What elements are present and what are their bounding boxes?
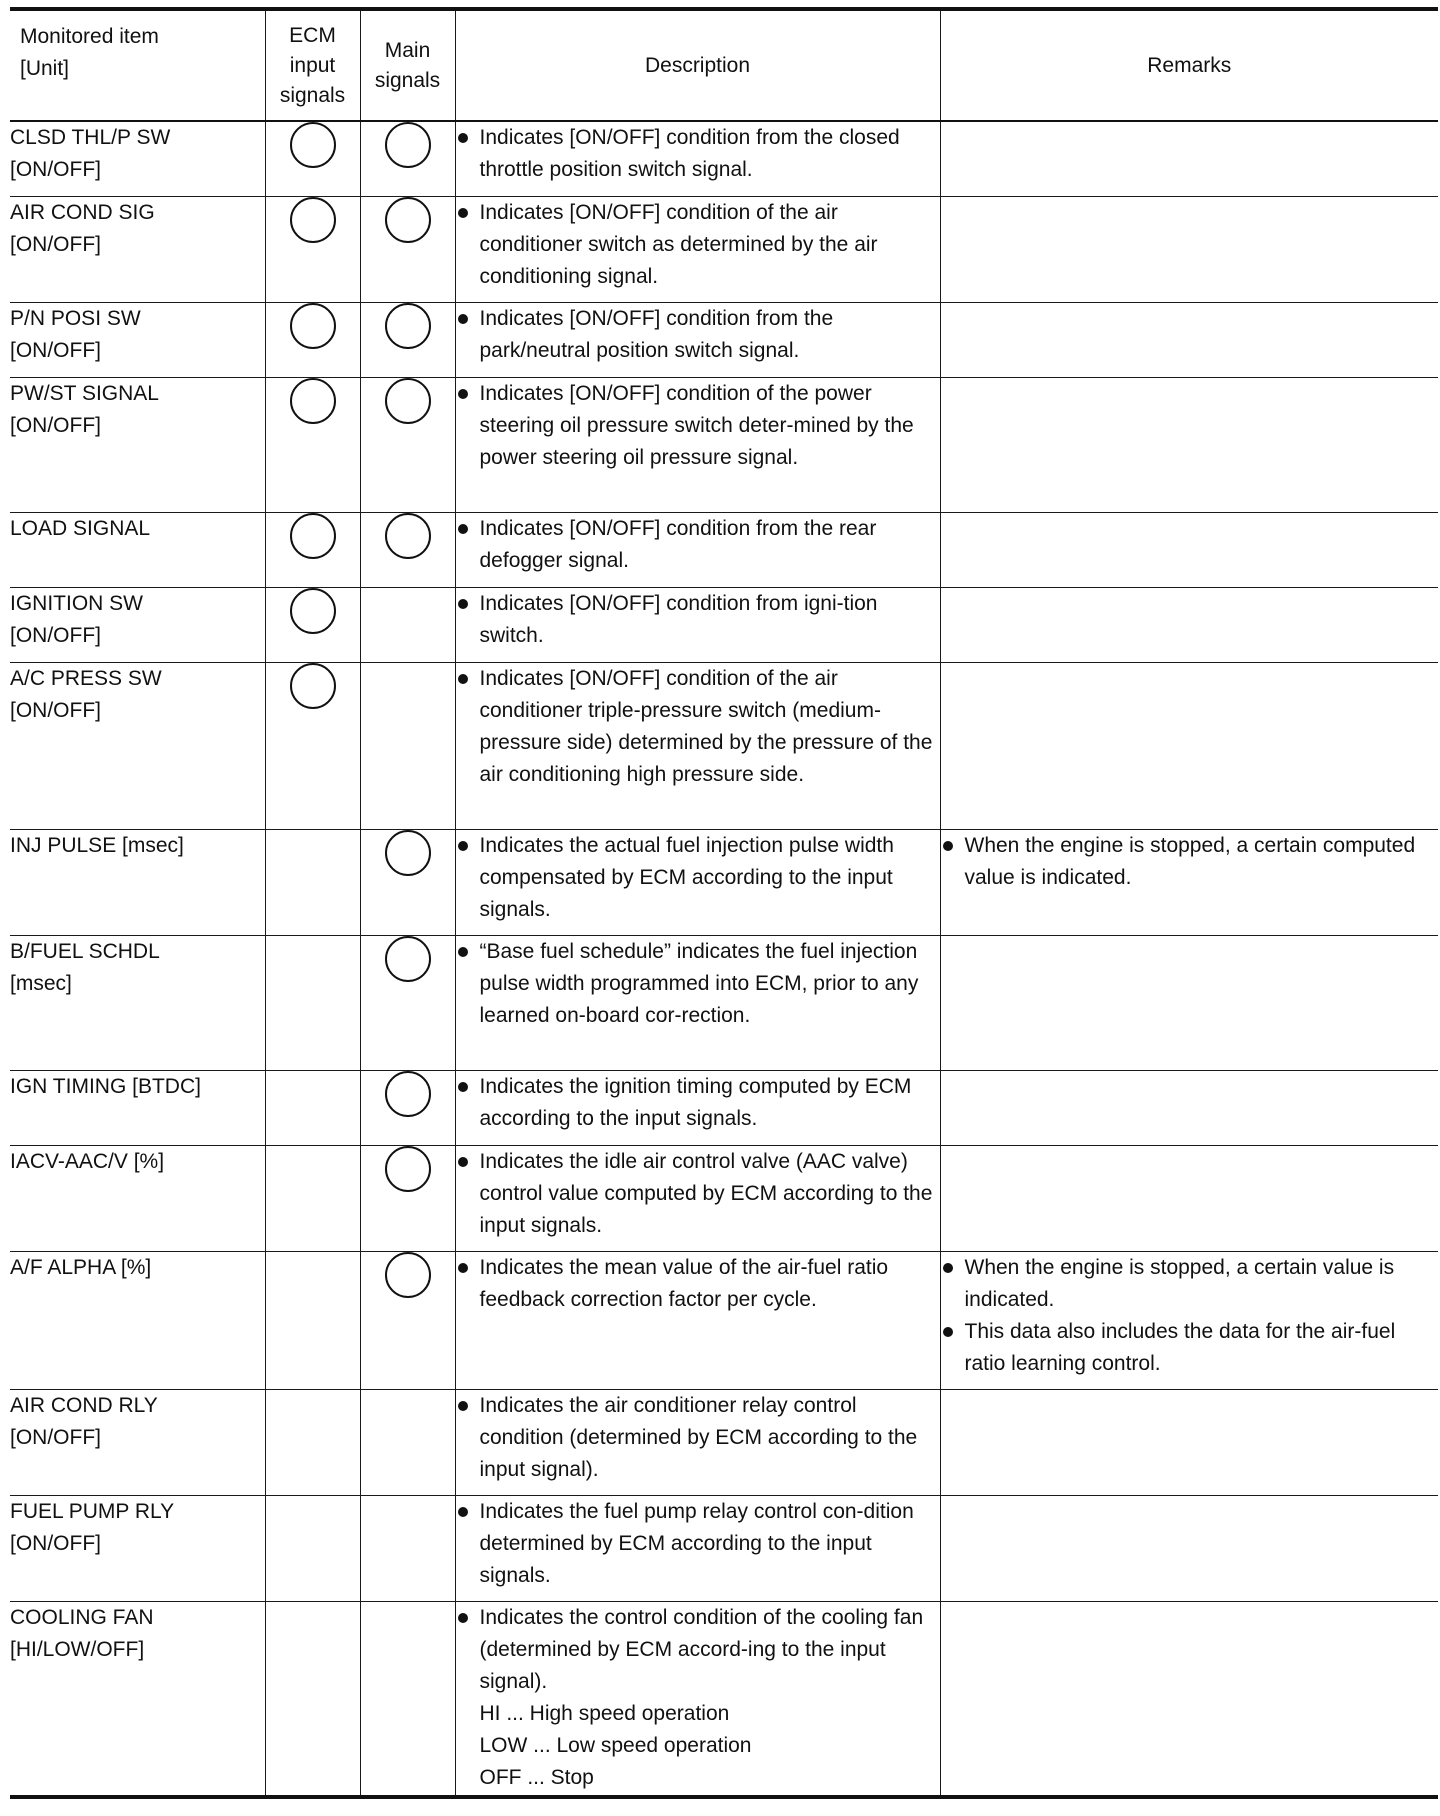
table-row xyxy=(10,121,1438,196)
monitored-item-cell xyxy=(10,662,265,829)
remarks-cell xyxy=(940,302,1438,377)
remarks-cell xyxy=(940,1145,1438,1251)
item-name: CLSD THL/P SW xyxy=(10,126,171,149)
monitored-item-cell xyxy=(10,377,265,512)
monitored-item-cell xyxy=(10,1601,265,1797)
header-ecm-line: input xyxy=(289,53,336,77)
monitored-item-cell xyxy=(10,587,265,662)
table-row xyxy=(10,1070,1438,1145)
circle-mark-icon xyxy=(290,663,336,709)
monitored-item-cell xyxy=(10,935,265,1070)
header-description: Description xyxy=(455,9,940,121)
ecm-input-cell xyxy=(265,829,360,935)
remarks-cell xyxy=(940,935,1438,1070)
table-row xyxy=(10,377,1438,512)
item-unit: [ON/OFF] xyxy=(10,623,101,647)
ecm-input-cell xyxy=(265,121,360,196)
monitored-item-cell xyxy=(10,1251,265,1389)
monitored-item-cell xyxy=(10,512,265,587)
main-signal-cell xyxy=(360,1070,455,1145)
remarks-cell xyxy=(940,121,1438,196)
description-bullet: Indicates [ON/OFF] condition of the air conditioner switch as determined by the air conditioning signal. xyxy=(456,197,940,293)
item-name: FUEL PUMP RLY xyxy=(10,1499,175,1523)
main-signal-cell xyxy=(360,662,455,829)
table-row xyxy=(10,196,1438,302)
ecm-input-cell xyxy=(265,512,360,587)
monitored-item-cell xyxy=(10,1389,265,1495)
table-row xyxy=(10,1389,1438,1495)
description-bullet: “Base fuel schedule” indicates the fuel injection pulse width programmed into ECM, prior to any learned on-board cor-rection. xyxy=(456,936,940,1032)
item-unit: [ON/OFF] xyxy=(10,698,101,722)
description-cell xyxy=(455,1070,940,1145)
remark-bullet: This data also includes the data for the air-fuel ratio learning control. xyxy=(941,1316,1439,1380)
monitored-item-cell xyxy=(10,829,265,935)
item-unit: [ON/OFF] xyxy=(10,338,101,362)
circle-mark-icon xyxy=(290,378,336,424)
main-signal-cell xyxy=(360,1601,455,1797)
description-bullet: Indicates [ON/OFF] condition from the rear defogger signal. xyxy=(456,513,940,577)
description-cell xyxy=(455,121,940,196)
circle-mark-icon xyxy=(385,936,431,982)
ecm-input-cell xyxy=(265,1601,360,1797)
main-signal-cell xyxy=(360,512,455,587)
ecm-input-cell xyxy=(265,377,360,512)
circle-mark-icon xyxy=(290,588,336,634)
main-signal-cell xyxy=(360,829,455,935)
main-signal-cell xyxy=(360,1251,455,1389)
description-cell xyxy=(455,662,940,829)
circle-mark-icon xyxy=(385,1252,431,1298)
monitored-item-cell xyxy=(10,1495,265,1601)
description-detail-line: OFF ... Stop xyxy=(479,1765,594,1789)
item-name: A/C PRESS SW xyxy=(10,666,162,690)
item-name: AIR COND SIG xyxy=(10,200,155,224)
description-bullet: Indicates [ON/OFF] condition of the power steering oil pressure switch deter-mined by the power steering oil pressure signal. xyxy=(456,378,940,474)
header-main-line: Main xyxy=(384,38,431,62)
monitored-item-cell xyxy=(10,196,265,302)
remarks-cell xyxy=(940,1495,1438,1601)
description-detail-line: LOW ... Low speed operation xyxy=(479,1733,752,1757)
circle-mark-icon xyxy=(385,122,431,168)
item-name: INJ PULSE [msec] xyxy=(10,833,184,857)
description-detail-line: HI ... High speed operation xyxy=(479,1701,730,1725)
header-unit-line: [Unit] xyxy=(20,57,70,80)
table-row xyxy=(10,587,1438,662)
description-bullet: Indicates the ignition timing computed by ECM according to the input signals. xyxy=(456,1071,940,1135)
item-name: A/F ALPHA [%] xyxy=(10,1255,152,1279)
item-unit: [ON/OFF] xyxy=(10,158,101,181)
description-bullet: Indicates [ON/OFF] condition from igni-tion switch. xyxy=(456,588,940,652)
circle-mark-icon xyxy=(385,197,431,243)
remarks-cell xyxy=(940,662,1438,829)
description-cell xyxy=(455,829,940,935)
circle-mark-icon xyxy=(385,303,431,349)
item-unit: [ON/OFF] xyxy=(10,232,101,256)
header-monitored-item xyxy=(10,9,265,121)
circle-mark-icon xyxy=(385,830,431,876)
monitored-item-cell xyxy=(10,302,265,377)
monitored-item-cell xyxy=(10,1145,265,1251)
table-row xyxy=(10,1601,1438,1797)
remark-bullet: When the engine is stopped, a certain value is indicated. xyxy=(941,1252,1439,1316)
table-row xyxy=(10,662,1438,829)
description-bullet: Indicates the actual fuel injection pulse width compensated by ECM according to the input signals. xyxy=(456,830,940,926)
header-ecm-line: ECM xyxy=(289,23,336,47)
remarks-cell xyxy=(940,1070,1438,1145)
ecm-input-cell xyxy=(265,1495,360,1601)
item-name: AIR COND RLY xyxy=(10,1393,158,1417)
remark-bullet: When the engine is stopped, a certain computed value is indicated. xyxy=(941,830,1439,894)
remarks-cell xyxy=(940,587,1438,662)
item-name: P/N POSI SW xyxy=(10,306,141,330)
monitored-item-cell xyxy=(10,1070,265,1145)
item-unit: [ON/OFF] xyxy=(10,1531,101,1555)
remarks-cell xyxy=(940,1251,1438,1389)
description-cell xyxy=(455,1251,940,1389)
description-cell xyxy=(455,1601,940,1797)
circle-mark-icon xyxy=(385,1071,431,1117)
description-cell xyxy=(455,1389,940,1495)
description-cell xyxy=(455,302,940,377)
table-header xyxy=(10,9,1438,121)
item-unit: [msec] xyxy=(10,971,72,995)
description-bullet: Indicates [ON/OFF] condition from the closed throttle position switch signal. xyxy=(456,122,940,186)
circle-mark-icon xyxy=(385,513,431,559)
description-cell xyxy=(455,377,940,512)
circle-mark-icon xyxy=(290,122,336,168)
ecm-input-cell xyxy=(265,1389,360,1495)
item-name: B/FUEL SCHDL xyxy=(10,939,160,963)
item-name: IGNITION SW xyxy=(10,591,143,615)
header-main-signals xyxy=(360,9,455,121)
header-ecm-line: signals xyxy=(279,83,346,107)
main-signal-cell xyxy=(360,377,455,512)
ecm-input-cell xyxy=(265,1145,360,1251)
ecm-input-cell xyxy=(265,196,360,302)
table-row xyxy=(10,302,1438,377)
circle-mark-icon xyxy=(290,513,336,559)
main-signal-cell xyxy=(360,196,455,302)
ecm-input-cell xyxy=(265,1070,360,1145)
header-remarks: Remarks xyxy=(940,9,1438,121)
main-signal-cell xyxy=(360,1145,455,1251)
remarks-cell xyxy=(940,377,1438,512)
description-cell xyxy=(455,512,940,587)
table-row xyxy=(10,829,1438,935)
circle-mark-icon xyxy=(385,378,431,424)
description-cell xyxy=(455,196,940,302)
header-ecm-input-signals xyxy=(265,9,360,121)
remarks-cell xyxy=(940,196,1438,302)
description-bullet: Indicates the fuel pump relay control con-dition determined by ECM according to the input signals. xyxy=(456,1496,940,1592)
description-bullet: Indicates the mean value of the air-fuel ratio feedback correction factor per cycle. xyxy=(456,1252,940,1316)
item-name: IGN TIMING [BTDC] xyxy=(10,1074,201,1098)
monitored-item-cell xyxy=(10,121,265,196)
table-row xyxy=(10,935,1438,1070)
item-name: IACV-AAC/V [%] xyxy=(10,1149,165,1173)
item-unit: [HI/LOW/OFF] xyxy=(10,1637,145,1661)
remarks-cell xyxy=(940,1389,1438,1495)
table-body xyxy=(10,121,1438,1797)
ecm-input-cell xyxy=(265,1251,360,1389)
header-item-line: Monitored item xyxy=(20,25,159,48)
description-cell xyxy=(455,1495,940,1601)
main-signal-cell xyxy=(360,121,455,196)
ecm-input-cell xyxy=(265,302,360,377)
description-cell xyxy=(455,1145,940,1251)
header-main-line: signals xyxy=(374,68,441,92)
item-unit: [ON/OFF] xyxy=(10,1425,101,1449)
main-signal-cell xyxy=(360,935,455,1070)
description-bullet: Indicates the control condition of the cooling fan (determined by ECM accord-ing to the input signal). xyxy=(456,1602,940,1698)
item-name: PW/ST SIGNAL xyxy=(10,381,159,405)
table-row xyxy=(10,1145,1438,1251)
description-bullet: Indicates the air conditioner relay control condition (determined by ECM according to the input signal). xyxy=(456,1390,940,1486)
circle-mark-icon xyxy=(290,197,336,243)
description-bullet: Indicates the idle air control valve (AAC valve) control value computed by ECM according to the input signals. xyxy=(456,1146,940,1242)
remarks-cell xyxy=(940,512,1438,587)
main-signal-cell xyxy=(360,302,455,377)
ecm-input-cell xyxy=(265,662,360,829)
main-signal-cell xyxy=(360,1495,455,1601)
circle-mark-icon xyxy=(385,1146,431,1192)
main-signal-cell xyxy=(360,587,455,662)
main-signal-cell xyxy=(360,1389,455,1495)
monitor-table xyxy=(10,7,1438,1799)
description-cell xyxy=(455,587,940,662)
remarks-cell xyxy=(940,1601,1438,1797)
item-name: LOAD SIGNAL xyxy=(10,516,151,540)
table-row xyxy=(10,1251,1438,1389)
table-row xyxy=(10,512,1438,587)
description-bullet: Indicates [ON/OFF] condition from the park/neutral position switch signal. xyxy=(456,303,940,367)
remarks-cell xyxy=(940,829,1438,935)
ecm-input-cell xyxy=(265,587,360,662)
item-name: COOLING FAN xyxy=(10,1605,154,1629)
circle-mark-icon xyxy=(290,303,336,349)
table-row xyxy=(10,1495,1438,1601)
item-unit: [ON/OFF] xyxy=(10,413,101,437)
ecm-input-cell xyxy=(265,935,360,1070)
description-bullet: Indicates [ON/OFF] condition of the air conditioner triple-pressure switch (medium-pressure side) determined by the pressure of the air conditioning high pressure side. xyxy=(456,663,940,791)
description-cell xyxy=(455,935,940,1070)
